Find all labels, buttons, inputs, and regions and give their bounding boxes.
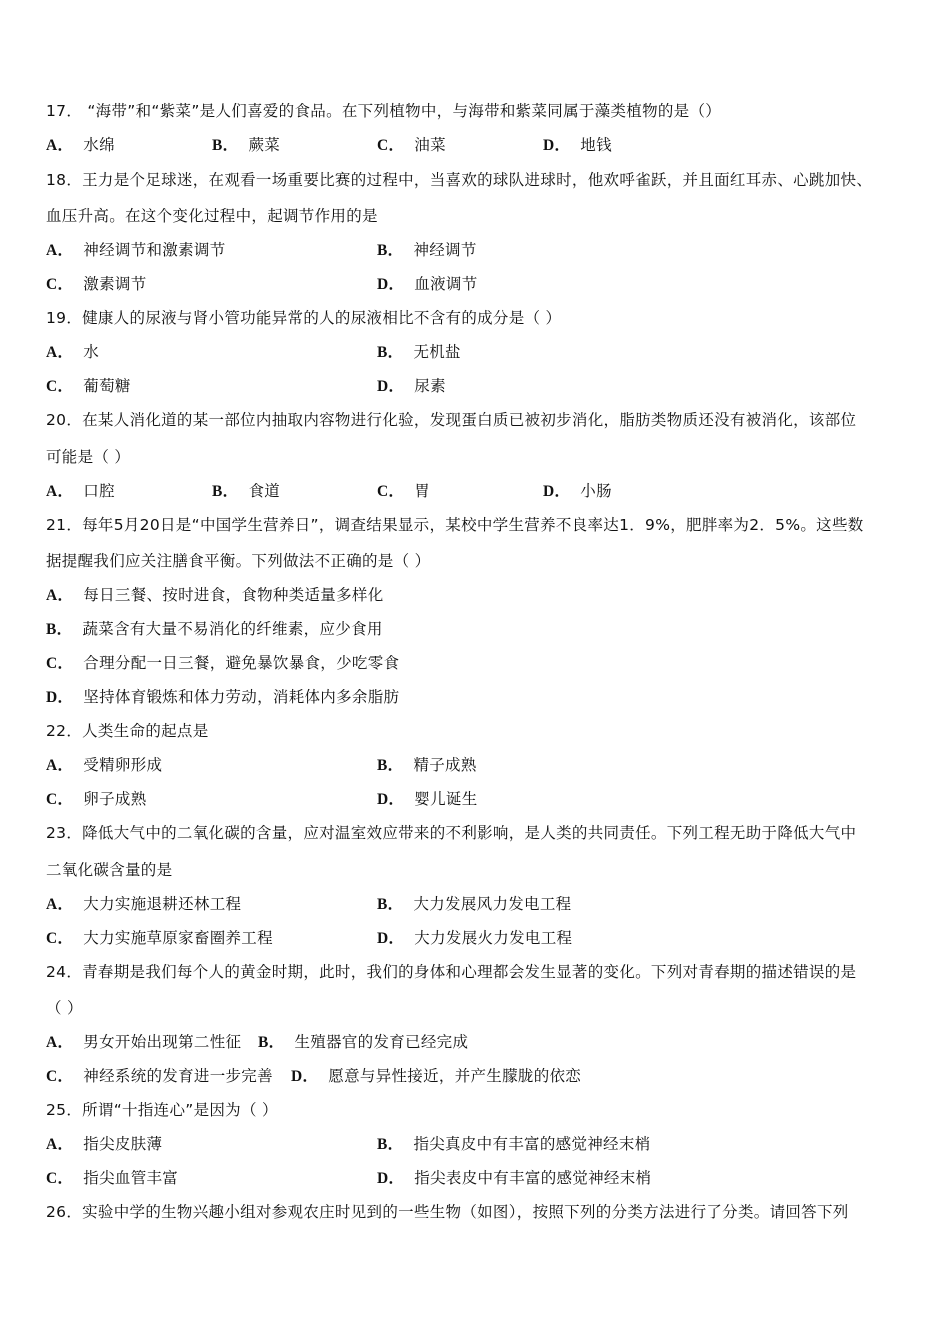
q19-option-b: B． 无机盐 (377, 343, 461, 361)
q20-option-a: A． 口腔 (46, 482, 115, 500)
q21-option-b: B． 蔬菜含有大量不易消化的纤维素，应少食用 (46, 620, 383, 638)
q25-option-d: D． 指尖表皮中有丰富的感觉神经末梢 (377, 1169, 652, 1187)
q21-stem-line2: 据提醒我们应关注膳食平衡。下列做法不正确的是（ ） (46, 552, 431, 570)
q18-option-b: B． 神经调节 (377, 241, 477, 259)
q22-stem: 22．人类生命的起点是 (46, 722, 209, 740)
q21-option-c: C． 合理分配一日三餐，避免暴饮暴食，少吃零食 (46, 654, 400, 672)
q22-option-c: C． 卵子成熟 (46, 790, 147, 808)
q24-option-d: D． 愿意与异性接近，并产生朦胧的依恋 (291, 1067, 582, 1085)
q20-stem-line1: 20．在某人消化道的某一部位内抽取内容物进行化验，发现蛋白质已被初步消化，脂肪类物质还没有被消化，该部位 (46, 411, 857, 429)
q24-stem-line2: （ ） (46, 999, 83, 1017)
q23-stem-line1: 23．降低大气中的二氧化碳的含量，应对温室效应带来的不利影响，是人类的共同责任。下列工程无助于降低大气中 (46, 824, 857, 842)
q26-stem: 26．实验中学的生物兴趣小组对参观农庄时见到的一些生物（如图），按照下列的分类方法进行了分类。请回答下列 (46, 1203, 849, 1221)
q19-stem: 19．健康人的尿液与肾小管功能异常的人的尿液相比不含有的成分是（ ） (46, 309, 562, 327)
q20-option-d: D． 小肠 (543, 482, 612, 500)
q21-stem-line1: 21．每年5月20日是“中国学生营养日”，调查结果显示，某校中学生营养不良率达1．9%，肥胖率为2．5%。这些数 (46, 516, 864, 534)
q19-option-c: C． 葡萄糖 (46, 377, 131, 395)
q25-option-a: A． 指尖皮肤薄 (46, 1135, 163, 1153)
q18-option-d: D． 血液调节 (377, 275, 478, 293)
q23-stem-line2: 二氧化碳含量的是 (46, 861, 173, 879)
q24-stem-line1: 24．青春期是我们每个人的黄金时期，此时，我们的身体和心理都会发生显著的变化。下列对青春期的描述错误的是 (46, 963, 857, 981)
q18-option-a: A． 神经调节和激素调节 (46, 241, 226, 259)
q24-option-c: C． 神经系统的发育进一步完善 (46, 1067, 273, 1085)
q18-stem-line1: 18．王力是个足球迷，在观看一场重要比赛的过程中，当喜欢的球队进球时，他欢呼雀跃，并且面红耳赤、心跳加快、 (46, 171, 873, 189)
q24-option-b: B． 生殖器官的发育已经完成 (258, 1033, 469, 1051)
q22-option-b: B． 精子成熟 (377, 756, 477, 774)
q20-option-c: C． 胃 (377, 482, 431, 500)
q19-option-a: A． 水 (46, 343, 100, 361)
q17-option-a: A． 水绵 (46, 136, 115, 154)
q17-stem: 17． “海带”和“紫菜”是人们喜爱的食品。在下列植物中，与海带和紫菜同属于藻类植物的是（） (46, 102, 722, 120)
q23-option-d: D． 大力发展火力发电工程 (377, 929, 573, 947)
q25-stem: 25．所谓“十指连心”是因为（ ） (46, 1101, 278, 1119)
q17-option-b: B． 蕨菜 (212, 136, 281, 154)
q22-option-d: D． 婴儿诞生 (377, 790, 478, 808)
q23-option-b: B． 大力发展风力发电工程 (377, 895, 572, 913)
q24-option-a: A． 男女开始出现第二性征 (46, 1033, 242, 1051)
q20-option-b: B． 食道 (212, 482, 281, 500)
q18-option-c: C． 激素调节 (46, 275, 147, 293)
q23-option-c: C． 大力实施草原家畜圈养工程 (46, 929, 273, 947)
q21-option-a: A． 每日三餐、按时进食，食物种类适量多样化 (46, 586, 384, 604)
q22-option-a: A． 受精卵形成 (46, 756, 163, 774)
q17-option-d: D． 地钱 (543, 136, 612, 154)
q25-option-c: C． 指尖血管丰富 (46, 1169, 179, 1187)
q20-stem-line2: 可能是（ ） (46, 448, 131, 466)
q19-option-d: D． 尿素 (377, 377, 446, 395)
q21-option-d: D． 坚持体育锻炼和体力劳动，消耗体内多余脂肪 (46, 688, 400, 706)
q23-option-a: A． 大力实施退耕还林工程 (46, 895, 242, 913)
q25-option-b: B． 指尖真皮中有丰富的感觉神经末梢 (377, 1135, 651, 1153)
q18-stem-line2: 血压升高。在这个变化过程中，起调节作用的是 (46, 207, 378, 225)
q17-option-c: C． 油菜 (377, 136, 446, 154)
